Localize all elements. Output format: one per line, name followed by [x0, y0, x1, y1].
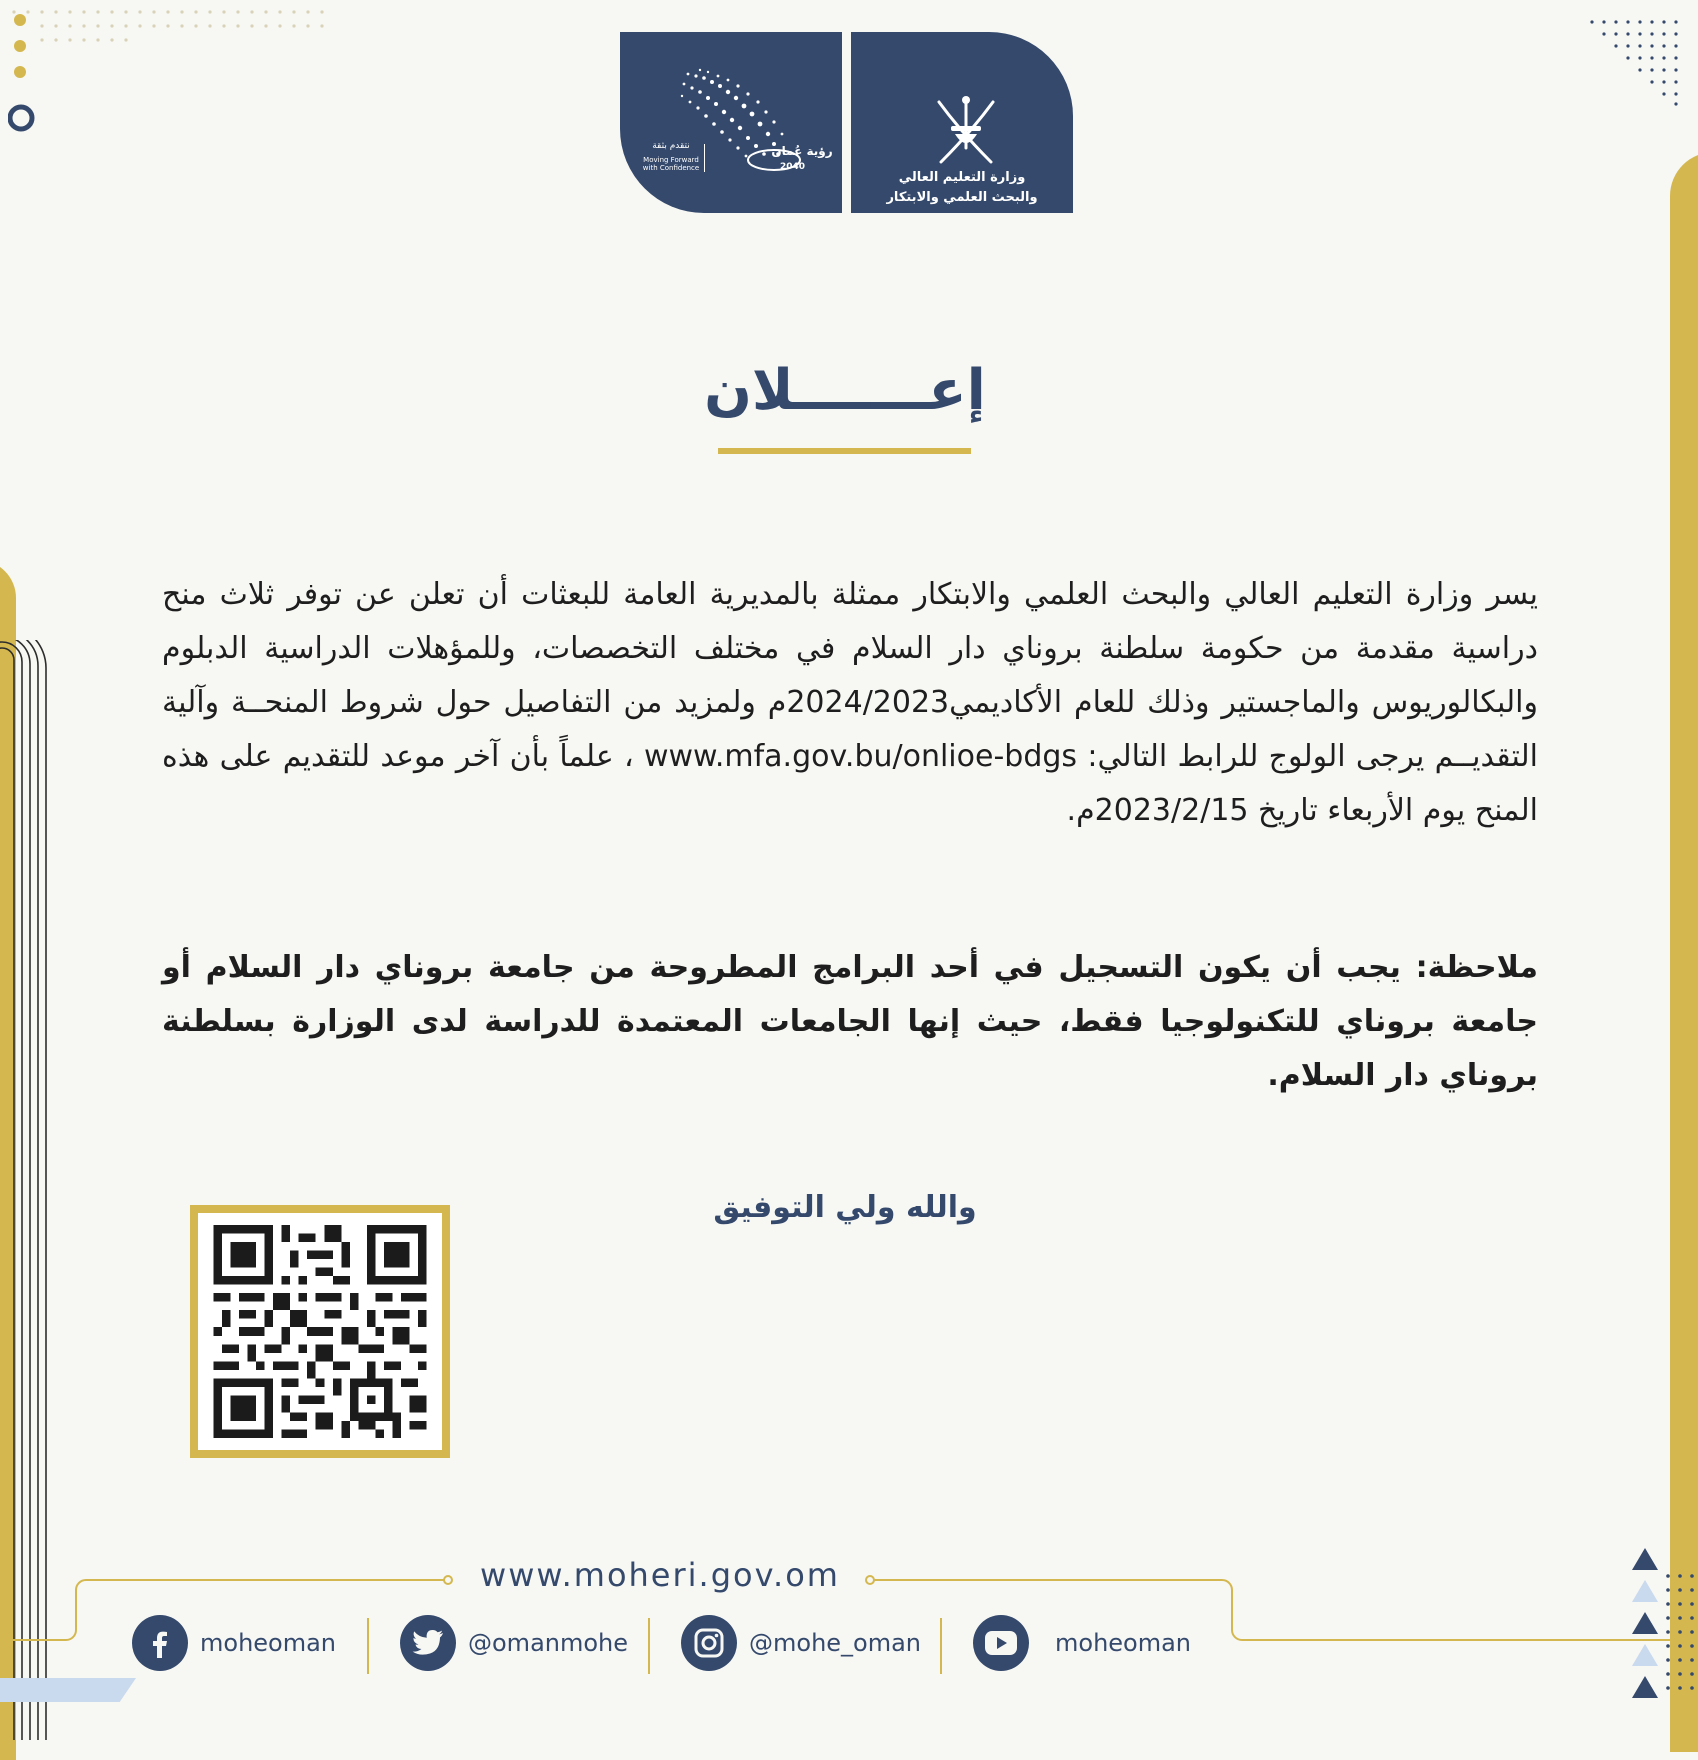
vision-title: رؤية عُمان: [771, 144, 833, 158]
closing-phrase: والله ولي التوفيق: [713, 1190, 977, 1225]
title-underline: [718, 448, 971, 454]
ministry-name-line2: والبحث العلمي والابتكار: [886, 190, 1038, 205]
vision-year: 2040: [780, 162, 806, 172]
instagram-handle: @mohe_oman: [749, 1629, 922, 1657]
facebook-link[interactable]: [132, 1615, 336, 1671]
youtube-icon: [973, 1615, 1029, 1671]
vision-slogan-english-1: Moving Forward: [643, 156, 699, 164]
triangle-icon: [1632, 1612, 1658, 1634]
decorative-blue-corner: [0, 1678, 136, 1702]
oman-emblem-icon: [931, 92, 1001, 172]
footer-separator: [648, 1618, 650, 1674]
triangle-icon: [1632, 1548, 1658, 1570]
instagram-link[interactable]: [681, 1615, 921, 1671]
facebook-icon: [132, 1615, 188, 1671]
oman-vision-2040-logo: [620, 32, 842, 213]
twitter-link[interactable]: [400, 1615, 628, 1671]
announcement-paragraph: يسر وزارة التعليم العالي والبحث العلمي والابتكار ممثلة بالمديرية العامة للبعثات أن تعلن عن توفر ثلاث منح دراسية مقدمة من حكومة سلطنة بروناي دار السلام في مختلف التخصصات، وللمؤهلات الدراسية الدبلوم والبكالوريوس والماجستير وذلك للعام الأكاديمي2024/2023م ولمزيد من التفاصيل حول شروط المنحــة وآلية التقديــم يرجى الولوج للرابط التالي: www.mfa.gov.bu/onlioe-bdgs ، علماً بأن آخر موعد للتقديم على هذه المنح يوم الأربعاء تاريخ 2023/2/15م.: [162, 577, 1538, 828]
decorative-dots-top-right: [1588, 18, 1688, 108]
website-link[interactable]: www.moheri.gov.om: [480, 1556, 840, 1594]
decorative-dots-bottom-right: [1662, 1570, 1696, 1700]
twitter-handle: @omanmohe: [468, 1629, 629, 1657]
triangle-icon: [1632, 1676, 1658, 1698]
announcement-note: ملاحظة: يجب أن يكون التسجيل في أحد البرامج المطروحة من جامعة بروناي دار السلام أو جامعة بروناي للتكنولوجيا فقط، حيث إنها الجامعات المعتمدة للدراسة لدى الوزارة بسلطنة بروناي دار السلام.: [162, 950, 1538, 1093]
twitter-icon: [400, 1615, 456, 1671]
logo-divider: [704, 144, 705, 172]
qr-code[interactable]: [190, 1205, 450, 1458]
vision-slogan-english-2: with Confidence: [642, 164, 700, 172]
qr-code-icon: [210, 1225, 430, 1438]
ministry-name-line1: وزارة التعليم العالي: [898, 170, 1026, 185]
ministry-logo: [851, 32, 1073, 213]
decorative-arcs: [0, 640, 60, 1740]
decorative-dots-top-left: [8, 6, 328, 136]
triangle-icon: [1632, 1580, 1658, 1602]
vision-slogan-arabic: نتقدم بثقة: [652, 141, 690, 151]
facebook-handle: moheoman: [200, 1629, 337, 1657]
instagram-icon: [681, 1615, 737, 1671]
youtube-handle: moheoman: [1055, 1629, 1192, 1657]
triangle-icon: [1632, 1644, 1658, 1666]
footer-separator: [940, 1618, 942, 1674]
announcement-title: إعـــــــلان: [704, 358, 986, 423]
right-gold-border: [1670, 152, 1698, 1752]
footer-separator: [367, 1618, 369, 1674]
youtube-link[interactable]: [973, 1615, 1191, 1671]
